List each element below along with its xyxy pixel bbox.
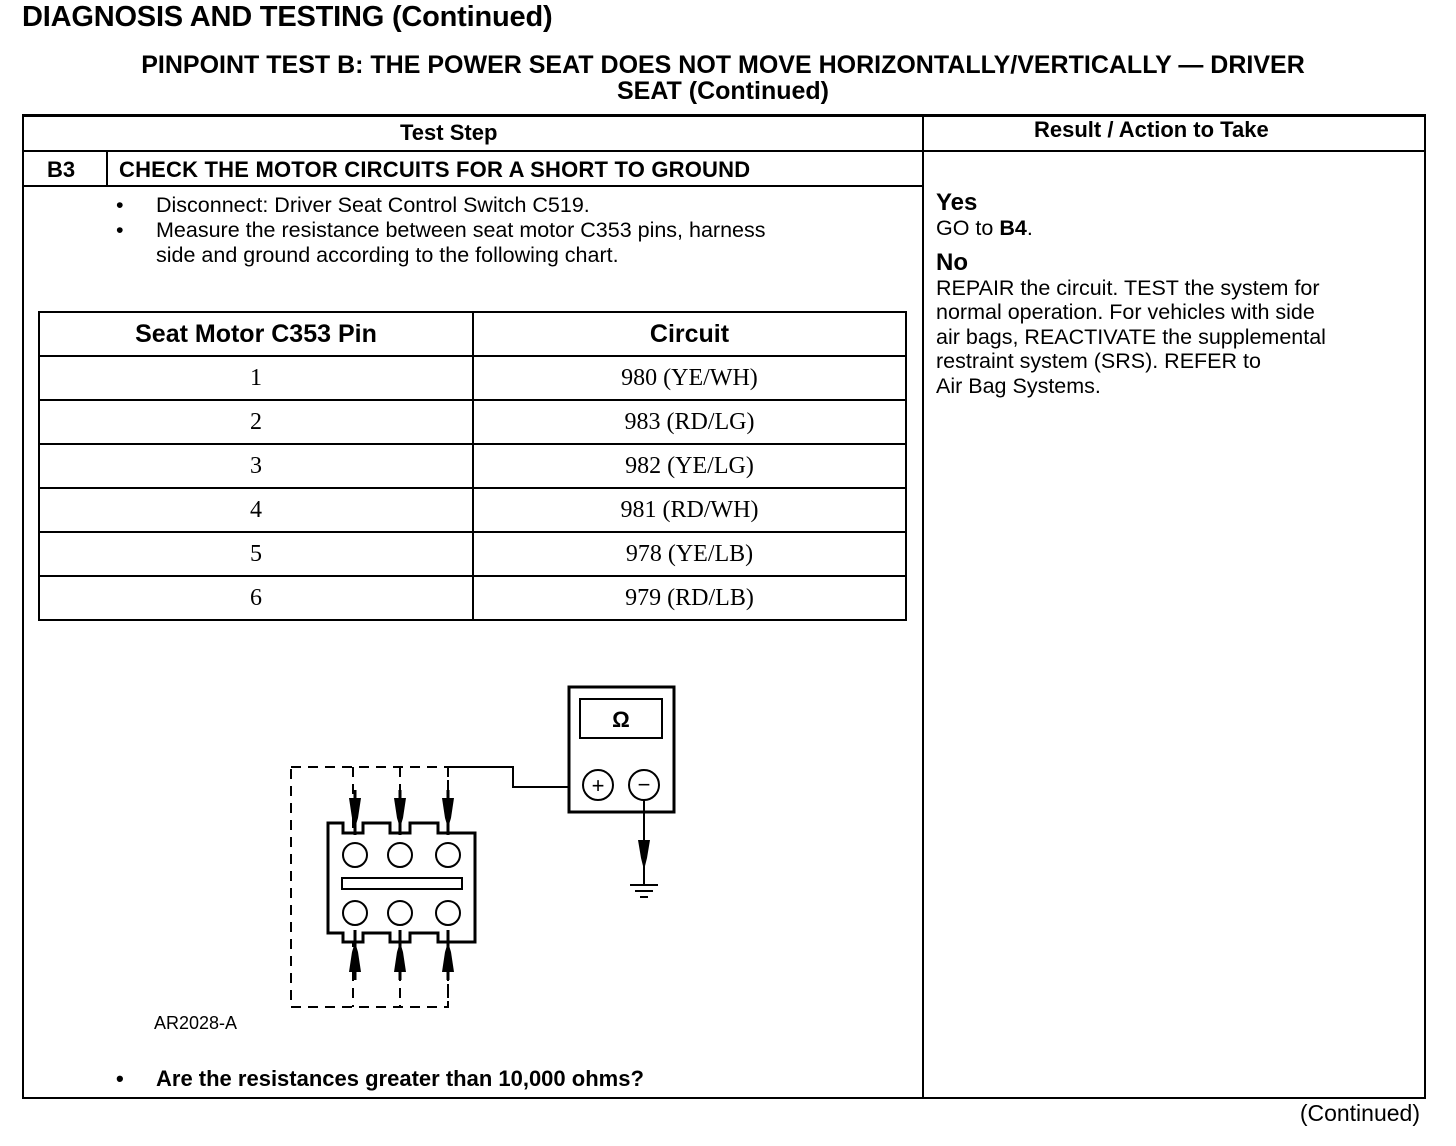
pin-4: [343, 901, 367, 925]
table-row: [39, 356, 906, 400]
figure-id: AR2028-A: [154, 1013, 238, 1033]
no-action-line: air bags, REACTIVATE the supplemental: [936, 324, 1326, 349]
circuit-cell: 979 (RD/LB): [473, 576, 906, 620]
yes-action-suffix: .: [1026, 215, 1033, 240]
ohm-symbol: Ω: [612, 707, 630, 732]
circuit-cell: 981 (RD/WH): [473, 488, 906, 532]
meter-positive-lead: [448, 767, 585, 787]
pin-column-header: Seat Motor C353 Pin: [39, 312, 473, 356]
circuit-cell: 983 (RD/LG): [473, 400, 906, 444]
instruction-list: [116, 193, 916, 268]
yes-action-prefix: GO to: [936, 215, 1000, 240]
pin-cell: 5: [39, 532, 473, 576]
yes-action-target: B4: [999, 215, 1027, 240]
pin-table-header-row: [39, 312, 906, 356]
circuit-column-header: Circuit: [473, 312, 906, 356]
instruction-text: Disconnect: Driver Seat Control Switch C519.: [156, 193, 590, 217]
no-action-line: Air Bag Systems.: [936, 373, 1101, 398]
column-header-result: Result / Action to Take: [1034, 117, 1269, 142]
circuit-cell: 982 (YE/LG): [473, 444, 906, 488]
pin-cell: 4: [39, 488, 473, 532]
pin-cell: 1: [39, 356, 473, 400]
yes-label: Yes: [936, 189, 978, 216]
bullet: •: [116, 193, 124, 217]
yes-action: [936, 216, 1416, 241]
test-title-line-2: SEAT (Continued): [617, 77, 829, 105]
instruction-item: [116, 218, 916, 243]
plus-symbol: +: [591, 773, 605, 798]
instruction-item: [116, 193, 916, 218]
connector-latch: [342, 878, 462, 889]
step-id: B3: [47, 157, 76, 182]
test-question: [116, 1066, 644, 1092]
pin-6: [436, 901, 460, 925]
no-action-line: restraint system (SRS). REFER to: [936, 349, 1261, 373]
bullet: •: [116, 218, 124, 242]
table-row: [39, 576, 906, 620]
question-text: Are the resistances greater than 10,000 ohms?: [156, 1066, 644, 1091]
pin-cell: 2: [39, 400, 473, 444]
step-id-divider: [106, 152, 108, 187]
minus-symbol: −: [637, 772, 651, 797]
column-header-test-step: Test Step: [400, 120, 498, 145]
result-yes: [936, 191, 1416, 240]
no-action-line: REPAIR the circuit. TEST the system for: [936, 275, 1320, 300]
step-row-rule: [22, 185, 924, 187]
bullet: •: [116, 1066, 124, 1091]
ohmmeter-connector-diagram: [280, 680, 700, 1020]
no-label: No: [936, 249, 968, 276]
pin-2: [388, 843, 412, 867]
instruction-continuation: [116, 243, 916, 268]
circuit-cell: 980 (YE/WH): [473, 356, 906, 400]
no-action-line: normal operation. For vehicles with side: [936, 300, 1315, 324]
table-row: [39, 488, 906, 532]
pin-circuit-table: [38, 311, 907, 621]
pin-5: [388, 901, 412, 925]
pin-1: [343, 843, 367, 867]
page-title: DIAGNOSIS AND TESTING (Continued): [22, 1, 553, 33]
pin-cell: 3: [39, 444, 473, 488]
continued-note: (Continued): [1299, 1100, 1420, 1126]
step-title: CHECK THE MOTOR CIRCUITS FOR A SHORT TO GROUND: [119, 157, 751, 182]
table-row: [39, 532, 906, 576]
instruction-text: side and ground according to the following chart.: [156, 243, 619, 267]
result-no: [936, 251, 1416, 398]
test-title-line-1: PINPOINT TEST B: THE POWER SEAT DOES NOT MOVE HORIZONTALLY/VERTICALLY — DRIVER: [141, 51, 1305, 79]
ground-icon: [630, 885, 658, 897]
pin-cell: 6: [39, 576, 473, 620]
table-row: [39, 444, 906, 488]
column-divider: [922, 114, 924, 1097]
circuit-cell: 978 (YE/LB): [473, 532, 906, 576]
instruction-text: Measure the resistance between seat motor C353 pins, harness: [156, 218, 766, 242]
pin-3: [436, 843, 460, 867]
header-row-rule: [22, 150, 1424, 152]
table-row: [39, 400, 906, 444]
